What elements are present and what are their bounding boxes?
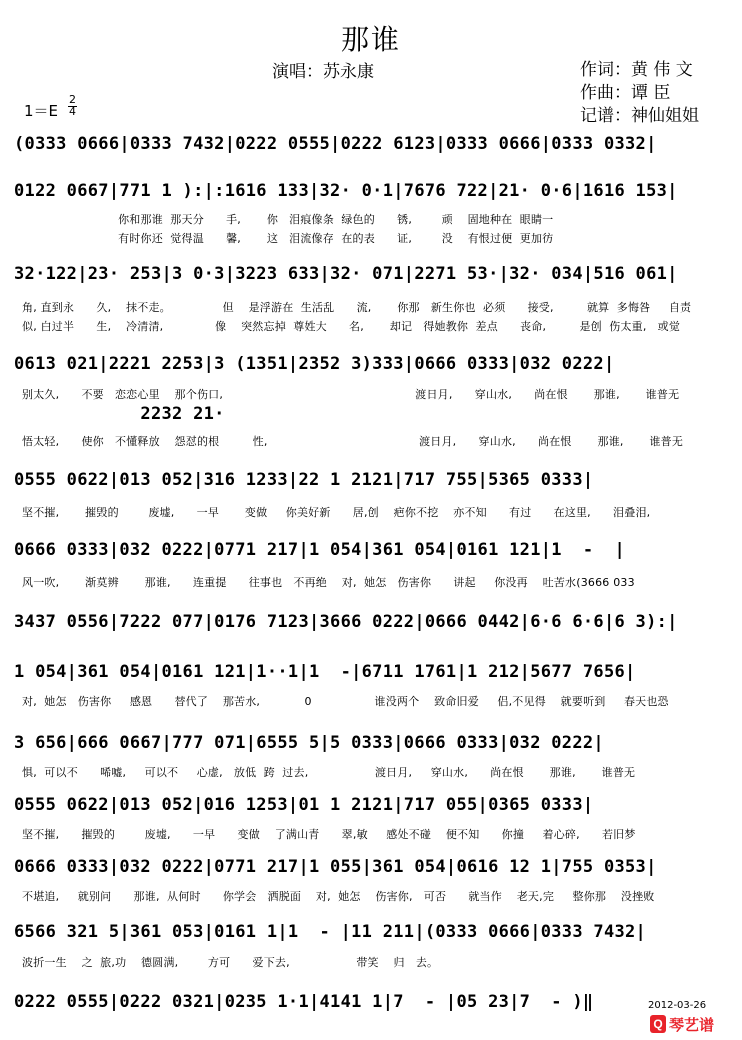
date-stamp: 2012-03-26: [648, 1000, 707, 1011]
notation-line: 3437 0556|7222 077|0176 7123|3666 0222|0666 0442|6·6 6·6|6 3):|: [14, 612, 678, 632]
notation-line: (0333 0666|0333 7432|0222 0555|0222 6123|0333 0666|0333 0332|: [14, 134, 657, 154]
notation-line: 0122 0667|771 1 ):|:1616 133|32· 0·1|7676 722|21· 0·6|1616 153|: [14, 181, 678, 201]
notation-line: 0666 0333|032 0222|0771 217|1 055|361 054|0616 12 1|755 0353|: [14, 857, 657, 877]
lyric-line: 别太久, 不要 恋恋心里 那个伤口, 渡日月, 穿山水, 尚在恨 那谁, 谁普无: [22, 388, 680, 401]
site-logo: [650, 1013, 734, 1035]
lyric-line: 你和那谁 那天分 手, 你 泪痕像条 绿色的 锈, 顽 固地种在 眼睛一: [22, 213, 554, 226]
song-title: 那谁: [340, 23, 401, 56]
key-signature: 1＝E: [24, 102, 59, 120]
time-signature: [68, 95, 77, 117]
time-signature-bottom: 4: [69, 105, 76, 118]
time-signature-top: 2: [69, 93, 76, 106]
notation-line: 6566 321 5|361 053|0161 1|1 - |11 211|(0333 0666|0333 7432|: [14, 922, 647, 942]
notation-line-alt: 2232 21·: [14, 404, 225, 424]
lyric-line: 坚不摧, 摧毁的 废墟, 一早 变做 你美好新 居,创 疤你不挖 亦不知 有过 在这里, 泪叠泪,: [22, 506, 651, 519]
notation-line: 1 054|361 054|0161 121|1··1|1 -|6711 1761|1 212|5677 7656|: [14, 662, 636, 682]
lyric-line: 有时你还 觉得温 馨, 这 泪流像存 在的表 证, 没 有恨过便 更加彷: [22, 232, 554, 245]
notation-line: 32·122|23· 253|3 0·3|3223 633|32· 071|2271 53·|32· 034|516 061|: [14, 264, 678, 284]
lyric-line: 坚不摧, 摧毁的 废墟, 一早 变做 了满山青 翠,敏 感处不碰 便不知 你撞 着心碎, 若旧梦: [22, 828, 636, 841]
lyric-line: 似, 白过半 生, 冷清清, 像 突然忘掉 尊姓大 名, 却记 得她教你 差点 丧命, 是创 伤太重, 或觉: [22, 320, 681, 333]
logo-text: 琴艺谱: [669, 1015, 715, 1034]
lyric-line: 风一吹, 渐莫辨 那谁, 连重提 往事也 不再绝 对, 她怎 伤害你 讲起 你没再 吐苦水(3666 033: [22, 576, 635, 589]
notation-line: 0555 0622|013 052|016 1253|01 1 2121|717 055|0365 0333|: [14, 795, 594, 815]
lyricist-credit: 作词：黄 伟 文: [580, 60, 693, 80]
notation-line: 0555 0622|013 052|316 1233|22 1 2121|717 755|5365 0333|: [14, 470, 594, 490]
notation-line: 0613 021|2221 2253|3 (1351|2352 3)333|0666 0333|032 0222|: [14, 354, 615, 374]
logo-icon: Q: [650, 1015, 666, 1033]
lyric-line: 角, 直到永 久, 抹不走。 但 是浮游在 生活乱 流, 你那 新生你也 必须 接受, 就算 多悔咎 自责: [22, 301, 692, 314]
composer-credit: 作曲：谭 臣: [580, 83, 671, 103]
transcriber-credit: 记谱：神仙姐姐: [580, 106, 699, 126]
notation-line: 0666 0333|032 0222|0771 217|1 054|361 054|0161 121|1 - |: [14, 540, 626, 560]
lyric-line: 悟太轻, 使你 不懂释放 怨怼的根 性, 渡日月, 穿山水, 尚在恨 那谁, 谁普无: [22, 435, 684, 448]
lyric-line: 不堪追, 就别问 那谁, 从何时 你学会 洒脱面 对, 她怎 伤害你, 可否 就当作 老天,完 整你那 没挫败: [22, 890, 655, 903]
notation-line: 0222 0555|0222 0321|0235 1·1|4141 1|7 - |05 23|7 - )‖: [14, 992, 594, 1012]
lyric-line: 惧, 可以不 唏嘘, 可以不 心虚, 放低 跨 过去, 渡日月, 穿山水, 尚在恨 那谁, 谁普无: [22, 766, 636, 779]
lyric-line: 对, 她怎 伤害你 感恩 替代了 那苦水, 0 谁没两个 致命旧爱 侣,不见得 就要听到 春天也恐: [22, 695, 669, 708]
notation-line: 3 656|666 0667|777 071|6555 5|5 0333|0666 0333|032 0222|: [14, 733, 604, 753]
singer-credit: 演唱：苏永康: [272, 62, 374, 82]
lyric-line: 波折一生 之 旅,功 德圆满, 方可 爱下去, 带笑 归 去。: [22, 956, 439, 969]
